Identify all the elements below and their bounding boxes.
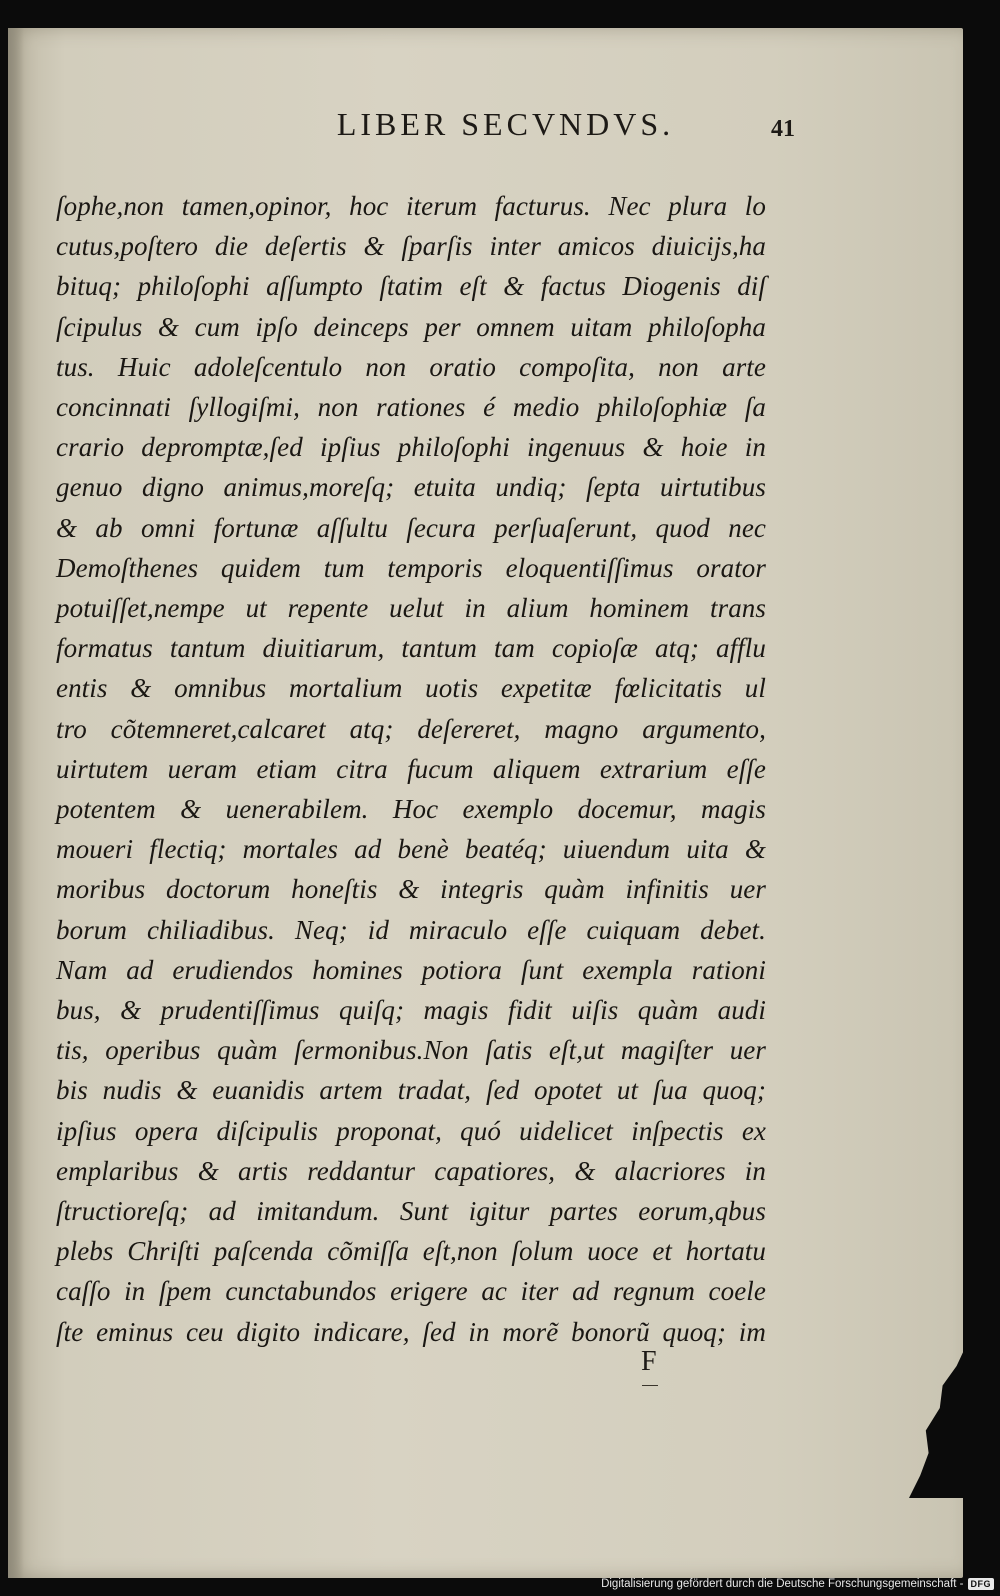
text-line: Nam ad erudiendos homines potiora ſunt exempla rationi — [56, 954, 766, 985]
text-line: caſſo in ſpem cunctabundos erigere ac iter ad regnum coele — [56, 1276, 766, 1307]
text-line: moribus doctorum honeſtis & integris quàm infinitis uer — [56, 874, 766, 905]
running-title: LIBER SECVNDVS. — [336, 106, 675, 142]
text-line: ipſius opera diſcipulis proponat, quó uidelicet inſpectis ex — [56, 1115, 766, 1146]
text-line: tro cõtemneret,calcaret atq; deſereret, magno argumento, — [56, 713, 766, 744]
text-line: emplaribus & artis reddantur capatiores, & alacriores in — [56, 1155, 766, 1186]
text-line: ſcipulus & cum ipſo deinceps per omnem uitam philoſopha — [56, 311, 766, 342]
text-line: borum chiliadibus. Neq; id miraculo eſſe cuiquam debet. — [56, 914, 766, 945]
text-line: moueri flectiq; mortales ad benè beatéq; uiuendum uita & — [56, 834, 766, 865]
text-line: ſte eminus ceu digito indicare, ſed in morẽ bonorũ quoq; im — [56, 1316, 766, 1347]
text-line: ſtructioreſq; ad imitandum. Sunt igitur partes eorum,qbus — [56, 1196, 766, 1227]
text-line: crario depromptæ,ſed ipſius philoſophi ingenuus & hoie in — [56, 432, 766, 463]
page-header — [8, 106, 963, 143]
text-line: entis & omnibus mortalium uotis expetitæ fœlicitatis ul — [56, 673, 766, 704]
text-line: uirtutem ueram etiam citra fucum aliquem extrarium eſſe — [56, 753, 766, 784]
text-line: formatus tantum diuitiarum, tantum tam copioſæ atq; afflu — [56, 633, 766, 664]
text-line: potuiſſet,nempe ut repente uelut in alium hominem trans — [56, 593, 766, 624]
text-line: concinnati ſyllogiſmi, non rationes é medio philoſophiæ ſa — [56, 392, 766, 423]
text-line: bis nudis & euanidis artem tradat, ſed opotet ut ſua quoq; — [56, 1075, 766, 1106]
torn-corner — [909, 1348, 965, 1498]
text-line: tus. Huic adoleſcentulo non oratio compoſita, non arte — [56, 351, 766, 382]
text-block — [56, 186, 766, 1352]
text-line: plebs Chriſti paſcenda cõmiſſa eſt,non ſolum uoce et hortatu — [56, 1236, 766, 1267]
folio-number: 41 — [771, 116, 795, 142]
credit-text: Digitalisierung gefördert durch die Deutsche Forschungsgemeinschaft - — [601, 1578, 964, 1590]
book-page — [8, 28, 963, 1578]
text-line: potentem & uenerabilem. Hoc exemplo docemur, magis — [56, 794, 766, 825]
text-line: & ab omni fortunæ aſſultu ſecura perſuaſerunt, quod nec — [56, 512, 766, 543]
text-line: cutus,poſtero die deſertis & ſparſis inter amicos diuicijs,ha — [56, 231, 766, 262]
text-line: bituq; philoſophi aſſumpto ſtatim eſt & factus Diogenis diſ — [56, 271, 766, 302]
text-line: tis, operibus quàm ſermonibus.Non ſatis eſt,ut magiſter uer — [56, 1035, 766, 1066]
text-line: ſophe,non tamen,opinor, hoc iterum facturus. Nec plura lo — [56, 191, 766, 221]
dfg-logo: DFG — [968, 1578, 995, 1590]
signature-mark: F — [641, 1346, 657, 1377]
text-line: genuo digno animus,moreſq; etuita undiq; ſepta uirtutibus — [56, 472, 766, 503]
digitization-credit — [601, 1574, 994, 1594]
signature-rule — [642, 1385, 658, 1386]
text-line: Demoſthenes quidem tum temporis eloquentiſſimus orator — [56, 552, 766, 583]
text-line: bus, & prudentiſſimus quiſq; magis fidit uiſis quàm audi — [56, 995, 766, 1026]
